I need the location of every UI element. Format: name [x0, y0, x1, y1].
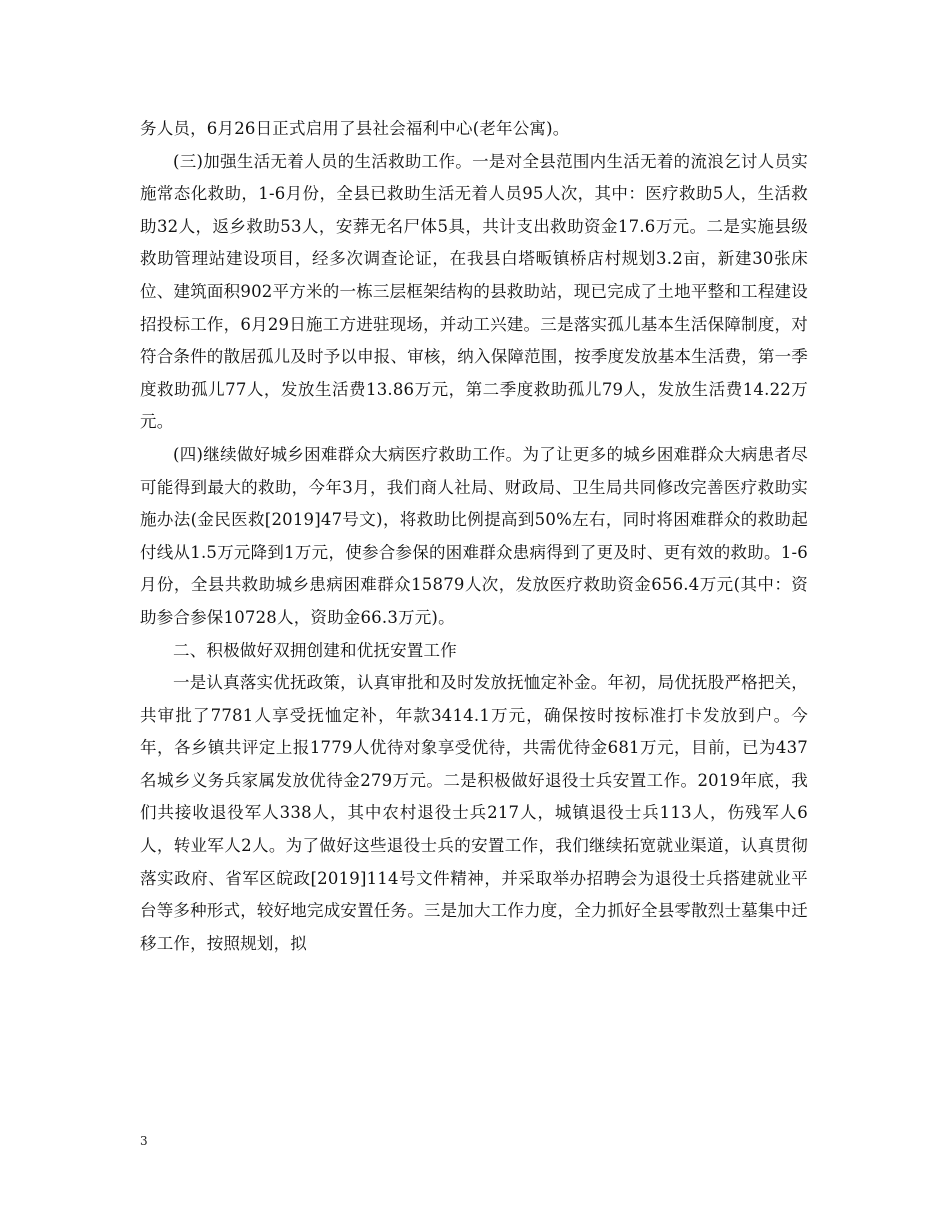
body-text [140, 113, 808, 960]
section-heading: 二、积极做好双拥创建和优抚安置工作 [173, 640, 457, 660]
paragraph-section-4: (四)继续做好城乡困难群众大病医疗救助工作。为了让更多的城乡困难群众大病患者尽可能得到最大的救助，今年3月，我们商人社局、财政局、卫生局共同修改完善医疗救助实施办法(金民医救[2019]47号文)，将救助比例提高到50%左右，同时将困难群众的救助起付线从1.5万元降到1万元，使参合参保的困难群众患病得到了更及时、更有效的救助。1-6月份，全县共救助城乡患病困难群众15879人次，发放医疗救助资金656.4万元(其中：资助参合参保10728人，资助金66.3万元)。 [140, 444, 808, 627]
paragraph-continuation: 务人员，6月26日正式启用了县社会福利中心(老年公寓)。 [140, 119, 570, 138]
paragraph-preferential-care: 一是认真落实优抚政策，认真审批和及时发放抚恤定补金。年初，局优抚股严格把关，共审批了7781人享受抚恤定补，年款3414.1万元，确保按时按标准打卡发放到户。今年，各乡镇共评定上报1779人优待对象享受优待，共需优待金681万元，目前，已为437名城乡义务兵家属发放优待金279万元。二是积极做好退役士兵安置工作。2019年底，我们共接收退役军人338人，其中农村退役士兵217人，城镇退役士兵113人，伤残军人6人，转业军人2人。为了做好这些退役士兵的安置工作，我们继续拓宽就业渠道，认真贯彻落实政府、省军区皖政[2019]114号文件精神，并采取举办招聘会为退役士兵搭建就业平台等多种形式，较好地完成安置任务。三是加大工作力度，全力抓好全县零散烈士墓集中迁移工作，按照规划，拟 [140, 673, 808, 953]
paragraph-section-3: (三)加强生活无着人员的生活救助工作。一是对全县范围内生活无着的流浪乞讨人员实施常态化救助，1-6月份，全县已救助生活无着人员95人次，其中：医疗救助5人，生活救助32人，返乡救助53人，安葬无名尸体5具，共计支出救助资金17.6万元。二是实施县级救助管理站建设项目，经多次调查论证，在我县白塔畈镇桥店村规划3.2亩，新建30张床位、建筑面积902平方米的一栋三层框架结构的县救助站，现已完成了土地平整和工程建设招投标工作，6月29日施工方进驻现场，并动工兴建。三是落实孤儿基本生活保障制度，对符合条件的散居孤儿及时予以申报、审核，纳入保障范围，按季度发放基本生活费，第一季度救助孤儿77人，发放生活费13.86万元，第二季度救助孤儿79人，发放生活费14.22万元。 [140, 151, 808, 432]
page-number: 3 [140, 1134, 148, 1148]
